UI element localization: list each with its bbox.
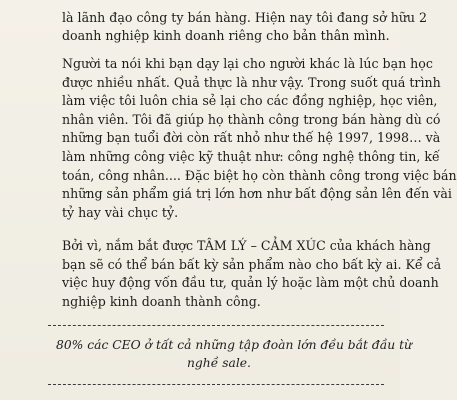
pull-quote [56,336,412,372]
text-line: Bởi vì, nắm bắt được TÂM LÝ – CẢM XÚC của khách hàng [62,238,431,253]
quote-top-divider [48,325,384,326]
text-line: bạn sẽ có thể bán bất kỳ sản phẩm nào cho bất kỳ ai. Kể cả [62,256,442,272]
paragraph-2 [62,237,442,311]
text-line: toán, công nhân.... Đặc biệt họ còn thành công trong việc bán [62,167,457,183]
text-line: Người ta nói khi bạn dạy lại cho người khác là lúc bạn học [62,56,433,71]
quote-bottom-divider [48,384,384,385]
text-line: những sản phẩm giá trị lớn hơn như bất động sản lên đến vài [62,186,452,202]
text-line: nhân viên. Tôi đã giúp họ thành công trong bán hàng dù có [62,111,441,127]
text-line: làm những công việc kỹ thuật như: công nghệ thông tin, kế [62,148,440,164]
paragraph-1 [62,55,457,222]
cropped-top-line [62,0,380,9]
text-line: được nhiều nhất. Quả thực là như vậy. Trong suốt quá trình [62,74,441,90]
text-line: làm việc tôi luôn chia sẻ lại cho các đồng nghiệp, học viên, [62,93,438,109]
text-line: doanh nghiệp kinh doanh riêng cho bản thân mình. [62,28,390,44]
top-text-block [62,0,428,46]
quote-line: 80% các CEO ở tất cả những tập đoàn lớn đều bắt đầu từ [56,338,412,352]
text-line: nghiệp kinh doanh thành công. [62,293,261,309]
text-line: là lãnh đạo công ty bán hàng. Hiện nay tôi đang sở hữu 2 [62,9,428,25]
text-line: tỷ hay vài chục tỷ. [62,204,179,220]
text-line: những bạn tuổi đời còn rất nhỏ như thế hệ 1997, 1998… và [62,130,441,146]
text-line: việc huy động vốn đầu tư, quản lý hoặc làm một chủ doanh [62,275,439,291]
quote-line: nghề sale. [187,356,251,370]
